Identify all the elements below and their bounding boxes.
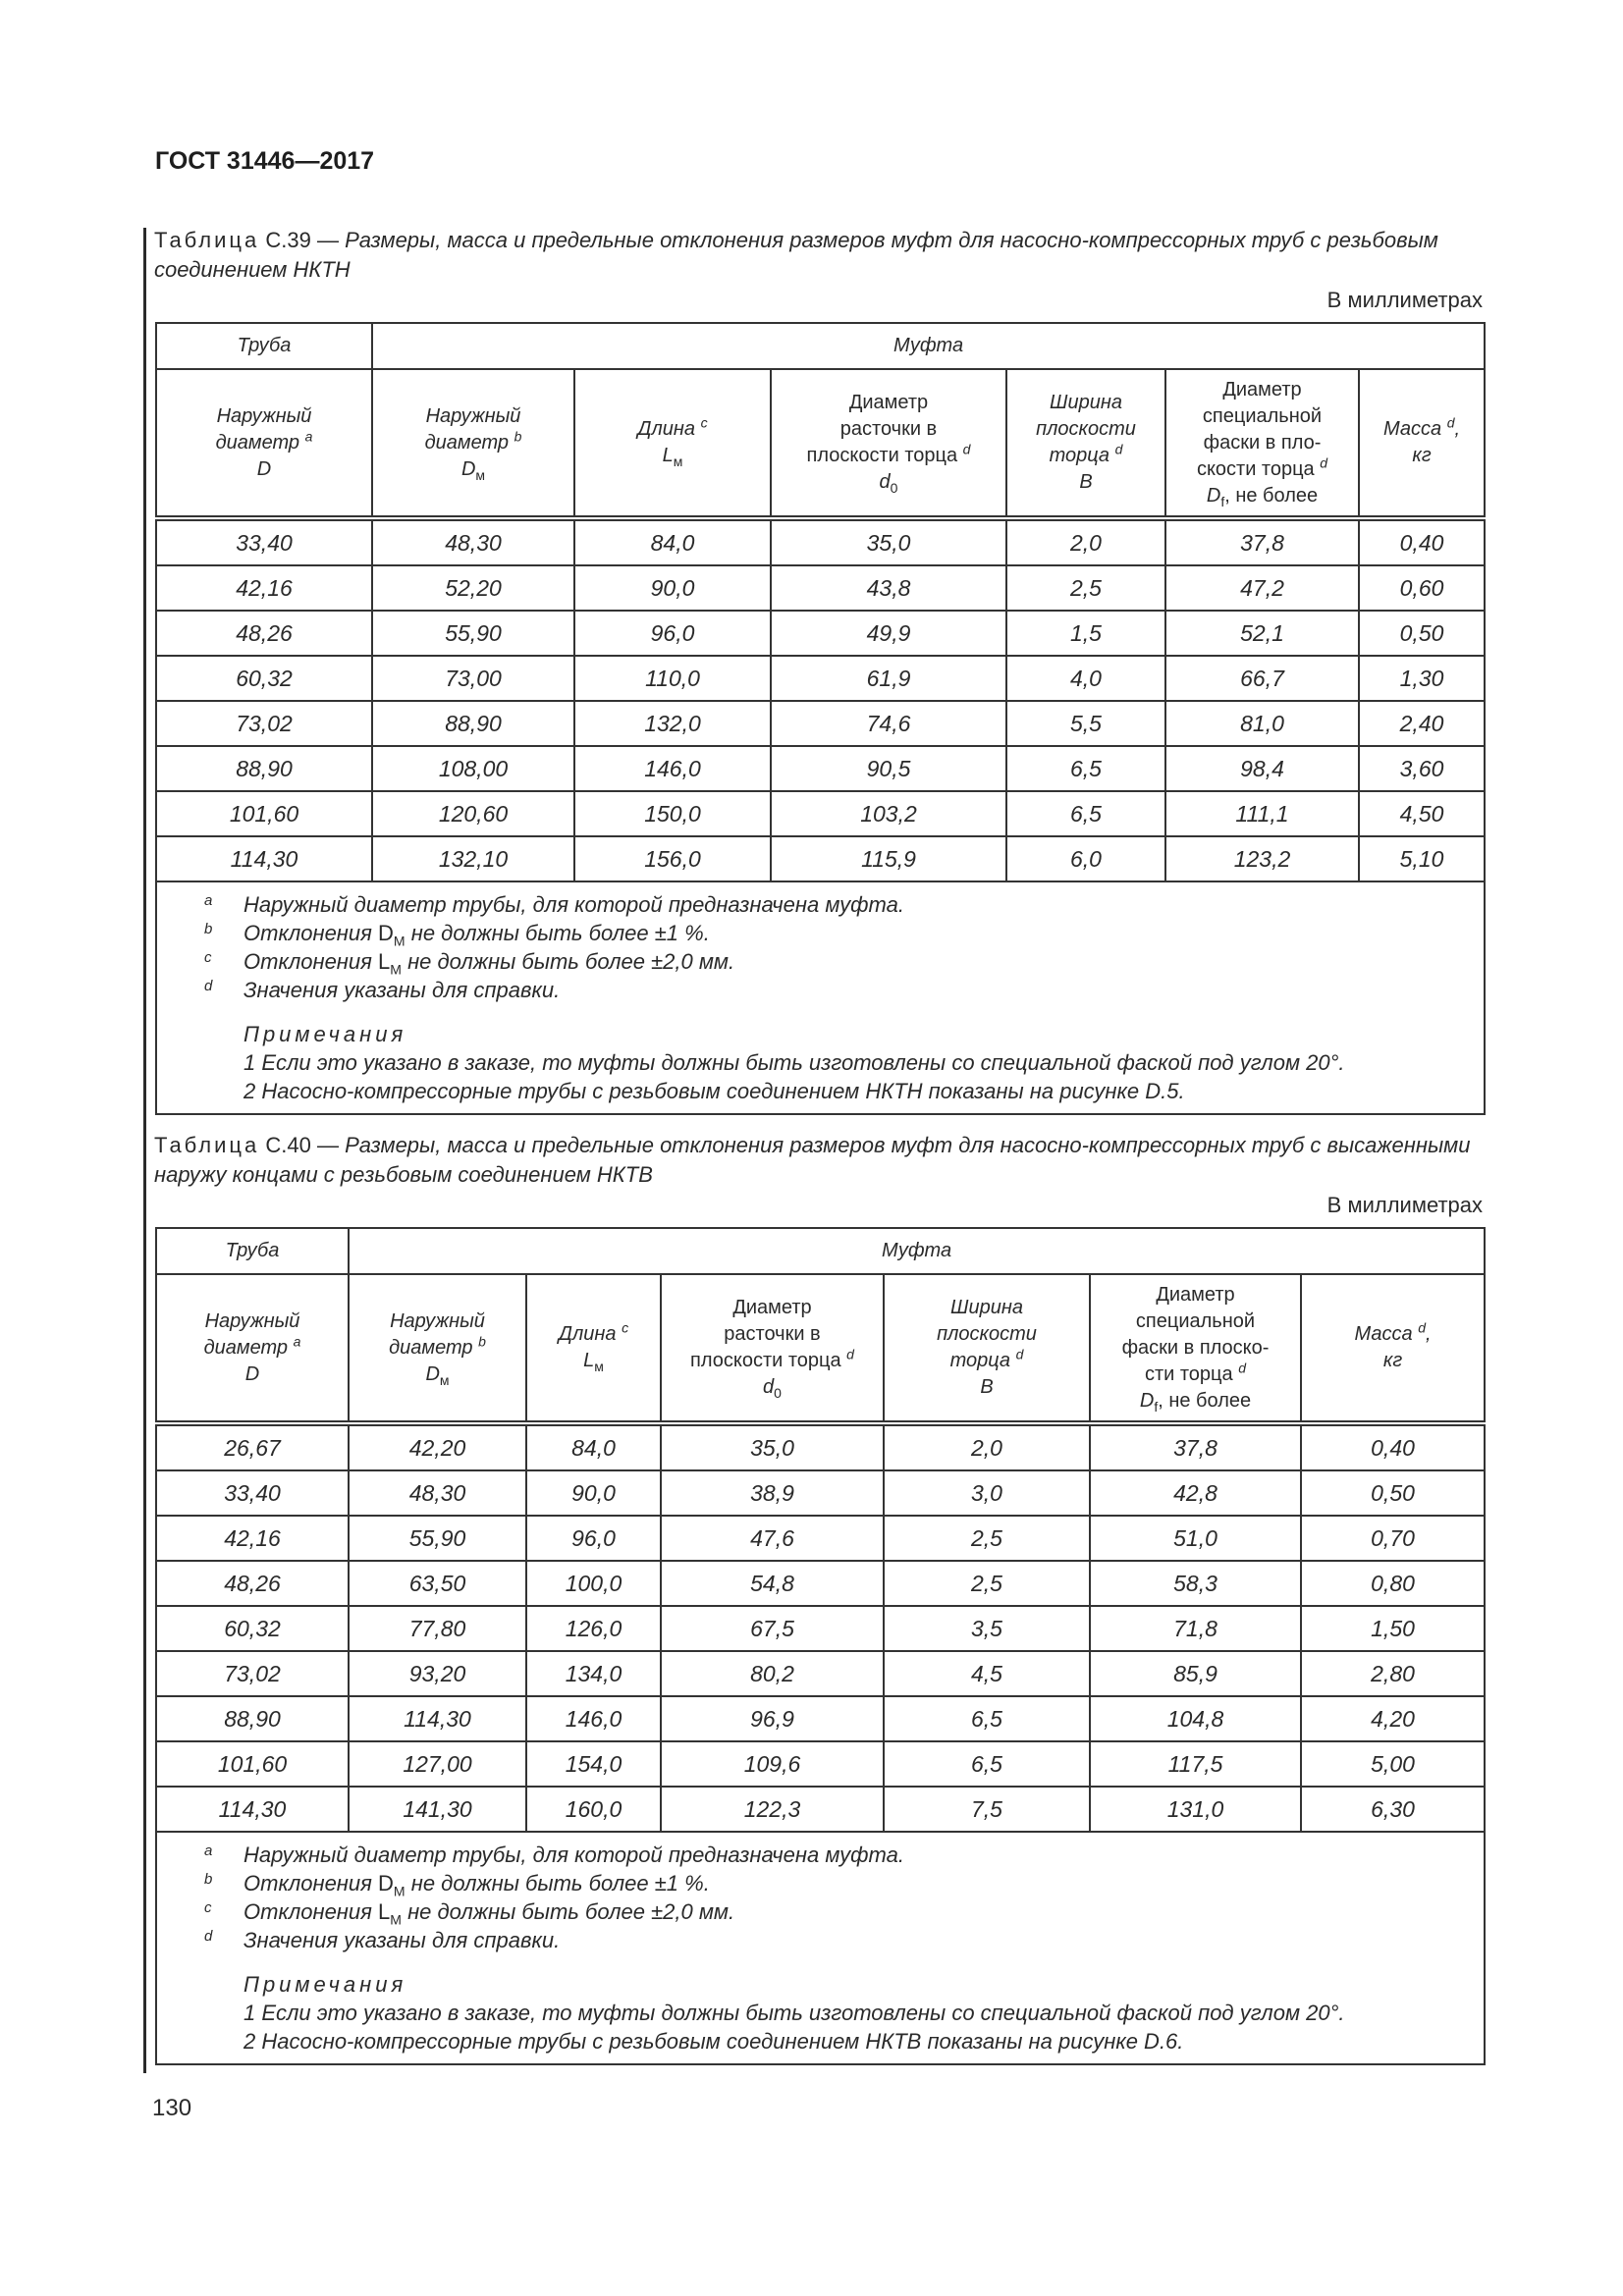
caption-text: Размеры, масса и предельные отклонения размеров муфт для насосно-компрессорных труб с высаженными наружу концами с резьбовым соединением НКТВ — [154, 1133, 1471, 1187]
table-cell: 42,8 — [1090, 1470, 1301, 1516]
table-cell: 4,5 — [884, 1651, 1090, 1696]
footnote-symbol: D — [378, 1871, 394, 1896]
table-39-notes-row — [156, 881, 1485, 1114]
table-cell: 61,9 — [771, 656, 1006, 701]
table-40-group-header — [156, 1228, 1485, 1274]
table-cell: 26,67 — [156, 1423, 349, 1470]
table-cell: 0,60 — [1359, 565, 1485, 611]
table-cell: 0,40 — [1301, 1423, 1485, 1470]
table-cell: 114,30 — [156, 1787, 349, 1832]
table-cell: 48,30 — [349, 1470, 526, 1516]
col-mass: Масса $^d$, кг — [1301, 1274, 1485, 1423]
table-cell: 48,26 — [156, 611, 372, 656]
table-39-body — [156, 518, 1485, 881]
table-row — [156, 1470, 1485, 1516]
table-cell: 146,0 — [574, 746, 771, 791]
margin-rule — [143, 228, 146, 2073]
footnote-subscript: М — [393, 1883, 406, 1899]
footnote — [204, 1869, 1484, 1899]
table-39 — [155, 322, 1486, 1115]
table-cell: 1,30 — [1359, 656, 1485, 701]
table-cell: 73,00 — [372, 656, 574, 701]
table-40-column-header — [156, 1274, 1485, 1423]
table-row — [156, 656, 1485, 701]
table-cell: 3,60 — [1359, 746, 1485, 791]
table-cell: 5,5 — [1006, 701, 1165, 746]
table-40-notes-row — [156, 1832, 1485, 2064]
footnote-text: Отклонения — [243, 949, 379, 974]
caption-lead: Таблица — [154, 1133, 260, 1157]
table-cell: 67,5 — [661, 1606, 884, 1651]
table-row — [156, 746, 1485, 791]
table-row — [156, 1606, 1485, 1651]
footnote-text-end: не должны быть более ±2,0 мм. — [401, 949, 735, 974]
table-cell: 0,40 — [1359, 518, 1485, 565]
table-cell: 111,1 — [1165, 791, 1359, 836]
table-cell: 1,50 — [1301, 1606, 1485, 1651]
table-cell: 3,0 — [884, 1470, 1090, 1516]
col-pipe-od: Наружный диаметр $^a$ D — [156, 1274, 349, 1423]
table-cell: 47,2 — [1165, 565, 1359, 611]
caption-number: С.40 — — [259, 1133, 346, 1157]
table-cell: 93,20 — [349, 1651, 526, 1696]
table-cell: 49,9 — [771, 611, 1006, 656]
table-cell: 2,5 — [1006, 565, 1165, 611]
group-coupling: Муфта — [349, 1228, 1485, 1274]
table-cell: 101,60 — [156, 1741, 349, 1787]
table-cell: 38,9 — [661, 1470, 884, 1516]
col-length: Длина $^c$ $L_м$ — [526, 1274, 661, 1423]
table-cell: 48,30 — [372, 518, 574, 565]
table-cell: 6,5 — [1006, 746, 1165, 791]
table-cell: 73,02 — [156, 701, 372, 746]
table-cell: 35,0 — [771, 518, 1006, 565]
table-cell: 71,8 — [1090, 1606, 1301, 1651]
footnote-text-end: не должны быть более ±1 %. — [405, 921, 710, 945]
footnote-mark: c — [204, 949, 212, 966]
table-row — [156, 1741, 1485, 1787]
table-cell: 126,0 — [526, 1606, 661, 1651]
table-cell: 42,20 — [349, 1423, 526, 1470]
document-header: ГОСТ 31446—2017 — [155, 147, 375, 175]
footnote-text: Отклонения — [243, 1871, 379, 1896]
table-40-notes — [156, 1832, 1485, 2064]
table-cell: 43,8 — [771, 565, 1006, 611]
footnote-text-end: не должны быть более ±1 %. — [405, 1871, 710, 1896]
table-cell: 0,70 — [1301, 1516, 1485, 1561]
table-cell: 141,30 — [349, 1787, 526, 1832]
table-cell: 52,1 — [1165, 611, 1359, 656]
table-row — [156, 611, 1485, 656]
footnote-mark: d — [204, 978, 213, 994]
table-cell: 4,0 — [1006, 656, 1165, 701]
table-cell: 33,40 — [156, 1470, 349, 1516]
table-cell: 100,0 — [526, 1561, 661, 1606]
note-2: 2 Насосно-компрессорные трубы с резьбовым соединением НКТН показаны на рисунке D.5. — [243, 1079, 1185, 1103]
footnote — [204, 919, 1484, 949]
col-bore: Диаметр расточки в плоскости торца $^d$ $d_0$ — [661, 1274, 884, 1423]
table-cell: 0,50 — [1359, 611, 1485, 656]
table-cell: 2,5 — [884, 1516, 1090, 1561]
table-cell: 96,9 — [661, 1696, 884, 1741]
table-cell: 60,32 — [156, 1606, 349, 1651]
caption-lead: Таблица — [154, 228, 260, 252]
table-cell: 55,90 — [372, 611, 574, 656]
table-cell: 63,50 — [349, 1561, 526, 1606]
table-cell: 6,5 — [884, 1696, 1090, 1741]
table-39-column-header — [156, 369, 1485, 518]
table-cell: 90,0 — [526, 1470, 661, 1516]
table-cell: 2,5 — [884, 1561, 1090, 1606]
footnote-mark: c — [204, 1899, 212, 1916]
table-cell: 101,60 — [156, 791, 372, 836]
table-row — [156, 1423, 1485, 1470]
table-cell: 0,80 — [1301, 1561, 1485, 1606]
table-cell: 80,2 — [661, 1651, 884, 1696]
table-cell: 1,5 — [1006, 611, 1165, 656]
table-cell: 150,0 — [574, 791, 771, 836]
table-cell: 84,0 — [526, 1423, 661, 1470]
footnote-symbol: L — [378, 1899, 391, 1924]
table-cell: 2,0 — [884, 1423, 1090, 1470]
table-cell: 131,0 — [1090, 1787, 1301, 1832]
table-cell: 2,40 — [1359, 701, 1485, 746]
table-cell: 96,0 — [526, 1516, 661, 1561]
col-face-width: Ширина плоскости торца $^d$ B — [884, 1274, 1090, 1423]
col-bore: Диаметр расточки в плоскости торца $^d$ $d_0$ — [771, 369, 1006, 518]
table-cell: 54,8 — [661, 1561, 884, 1606]
table-cell: 160,0 — [526, 1787, 661, 1832]
table-cell: 47,6 — [661, 1516, 884, 1561]
col-length: Длина $^c$ $L_м$ — [574, 369, 771, 518]
table-cell: 90,5 — [771, 746, 1006, 791]
table-row — [156, 1516, 1485, 1561]
footnote — [204, 1926, 1484, 1954]
table-39-units: В миллиметрах — [1326, 288, 1483, 312]
table-cell: 108,00 — [372, 746, 574, 791]
caption-text: Размеры, масса и предельные отклонения размеров муфт для насосно-компрессорных труб с резьбовым соединением НКТН — [154, 228, 1438, 282]
table-cell: 42,16 — [156, 1516, 349, 1561]
footnote — [204, 1897, 1484, 1928]
table-cell: 2,0 — [1006, 518, 1165, 565]
table-cell: 37,8 — [1165, 518, 1359, 565]
table-cell: 146,0 — [526, 1696, 661, 1741]
footnote — [204, 976, 1484, 1004]
table-cell: 66,7 — [1165, 656, 1359, 701]
table-cell: 6,5 — [884, 1741, 1090, 1787]
col-coupling-od: Наружный диаметр $^b$ $D_м$ — [372, 369, 574, 518]
table-cell: 88,90 — [372, 701, 574, 746]
table-cell: 132,0 — [574, 701, 771, 746]
table-cell: 85,9 — [1090, 1651, 1301, 1696]
group-pipe: Труба — [156, 323, 372, 369]
table-cell: 104,8 — [1090, 1696, 1301, 1741]
table-cell: 88,90 — [156, 746, 372, 791]
footnote-text: Отклонения — [243, 1899, 379, 1924]
table-cell: 7,5 — [884, 1787, 1090, 1832]
footnote-text: Наружный диаметр трубы, для которой предназначена муфта. — [243, 1842, 904, 1867]
table-row — [156, 1696, 1485, 1741]
table-cell: 114,30 — [156, 836, 372, 881]
group-pipe: Труба — [156, 1228, 349, 1274]
col-mass: Масса $^d$, кг — [1359, 369, 1485, 518]
table-cell: 2,80 — [1301, 1651, 1485, 1696]
table-cell: 114,30 — [349, 1696, 526, 1741]
table-cell: 55,90 — [349, 1516, 526, 1561]
table-cell: 115,9 — [771, 836, 1006, 881]
footnote-mark: b — [204, 1871, 213, 1888]
footnote-text: Значения указаны для справки. — [243, 1928, 561, 1952]
table-39-notes — [156, 881, 1485, 1114]
footnote-subscript: М — [390, 1911, 402, 1928]
footnote-text: Значения указаны для справки. — [243, 978, 561, 1002]
table-row — [156, 791, 1485, 836]
notes-title: Примечания — [243, 1022, 407, 1046]
footnote-mark: d — [204, 1928, 213, 1945]
footnote-text-end: не должны быть более ±2,0 мм. — [401, 1899, 735, 1924]
footnote — [204, 1841, 1484, 1869]
table-row — [156, 518, 1485, 565]
footnote-symbol: D — [378, 921, 394, 945]
footnote-mark: b — [204, 921, 213, 937]
table-cell: 120,60 — [372, 791, 574, 836]
table-cell: 6,0 — [1006, 836, 1165, 881]
footnotes — [204, 890, 1484, 1004]
table-40 — [155, 1227, 1486, 2065]
table-row — [156, 1651, 1485, 1696]
table-cell: 60,32 — [156, 656, 372, 701]
table-cell: 90,0 — [574, 565, 771, 611]
table-row — [156, 701, 1485, 746]
table-cell: 4,50 — [1359, 791, 1485, 836]
table-row — [156, 836, 1485, 881]
col-coupling-od: Наружный диаметр $^b$ $D_м$ — [349, 1274, 526, 1423]
footnote-symbol: L — [378, 949, 391, 974]
col-face-width: Ширина плоскости торца $^d$ B — [1006, 369, 1165, 518]
table-39-caption — [154, 226, 1482, 285]
table-cell: 74,6 — [771, 701, 1006, 746]
table-cell: 6,5 — [1006, 791, 1165, 836]
table-cell: 42,16 — [156, 565, 372, 611]
table-cell: 154,0 — [526, 1741, 661, 1787]
table-cell: 5,00 — [1301, 1741, 1485, 1787]
footnote-mark: a — [204, 1842, 213, 1859]
table-cell: 127,00 — [349, 1741, 526, 1787]
footnote — [204, 947, 1484, 978]
table-cell: 58,3 — [1090, 1561, 1301, 1606]
table-cell: 81,0 — [1165, 701, 1359, 746]
table-cell: 84,0 — [574, 518, 771, 565]
table-row — [156, 565, 1485, 611]
footnote-mark: a — [204, 892, 213, 909]
footnote — [204, 890, 1484, 919]
table-cell: 123,2 — [1165, 836, 1359, 881]
footnote-text: Отклонения — [243, 921, 379, 945]
table-cell: 110,0 — [574, 656, 771, 701]
table-cell: 103,2 — [771, 791, 1006, 836]
footnote-subscript: М — [390, 961, 402, 978]
table-cell: 4,20 — [1301, 1696, 1485, 1741]
table-cell: 73,02 — [156, 1651, 349, 1696]
table-cell: 3,5 — [884, 1606, 1090, 1651]
table-cell: 156,0 — [574, 836, 771, 881]
table-cell: 132,10 — [372, 836, 574, 881]
footnotes — [204, 1841, 1484, 1954]
table-cell: 122,3 — [661, 1787, 884, 1832]
caption-number: С.39 — — [259, 228, 346, 252]
note-1: 1 Если это указано в заказе, то муфты должны быть изготовлены со специальной фаской под углом 20°. — [243, 1050, 1345, 1075]
footnote-text: Наружный диаметр трубы, для которой предназначена муфта. — [243, 892, 904, 917]
col-chamfer: Диаметр специальной фаски в плоско- сти торца $^d$ $D_f$, не более — [1090, 1274, 1301, 1423]
table-39-group-header — [156, 323, 1485, 369]
table-cell: 77,80 — [349, 1606, 526, 1651]
table-cell: 88,90 — [156, 1696, 349, 1741]
col-pipe-od: Наружный диаметр $^a$ D — [156, 369, 372, 518]
notes-title: Примечания — [243, 1972, 407, 1997]
table-cell: 52,20 — [372, 565, 574, 611]
table-40-body — [156, 1423, 1485, 1832]
table-row — [156, 1787, 1485, 1832]
table-cell: 5,10 — [1359, 836, 1485, 881]
table-cell: 134,0 — [526, 1651, 661, 1696]
table-cell: 98,4 — [1165, 746, 1359, 791]
note-1: 1 Если это указано в заказе, то муфты должны быть изготовлены со специальной фаской под углом 20°. — [243, 2001, 1345, 2025]
page-number: 130 — [152, 2095, 192, 2121]
table-cell: 6,30 — [1301, 1787, 1485, 1832]
table-row — [156, 1561, 1485, 1606]
table-cell: 35,0 — [661, 1423, 884, 1470]
table-cell: 109,6 — [661, 1741, 884, 1787]
table-cell: 51,0 — [1090, 1516, 1301, 1561]
table-cell: 33,40 — [156, 518, 372, 565]
table-cell: 96,0 — [574, 611, 771, 656]
group-coupling: Муфта — [372, 323, 1485, 369]
col-chamfer: Диаметр специальной фаски в пло- скости торца $^d$ $D_f$, не более — [1165, 369, 1359, 518]
table-cell: 37,8 — [1090, 1423, 1301, 1470]
table-cell: 0,50 — [1301, 1470, 1485, 1516]
footnote-subscript: М — [393, 933, 406, 949]
table-cell: 48,26 — [156, 1561, 349, 1606]
table-40-units: В миллиметрах — [1326, 1193, 1483, 1217]
table-cell: 117,5 — [1090, 1741, 1301, 1787]
note-2: 2 Насосно-компрессорные трубы с резьбовым соединением НКТВ показаны на рисунке D.6. — [243, 2029, 1184, 2054]
table-40-caption — [154, 1131, 1482, 1190]
